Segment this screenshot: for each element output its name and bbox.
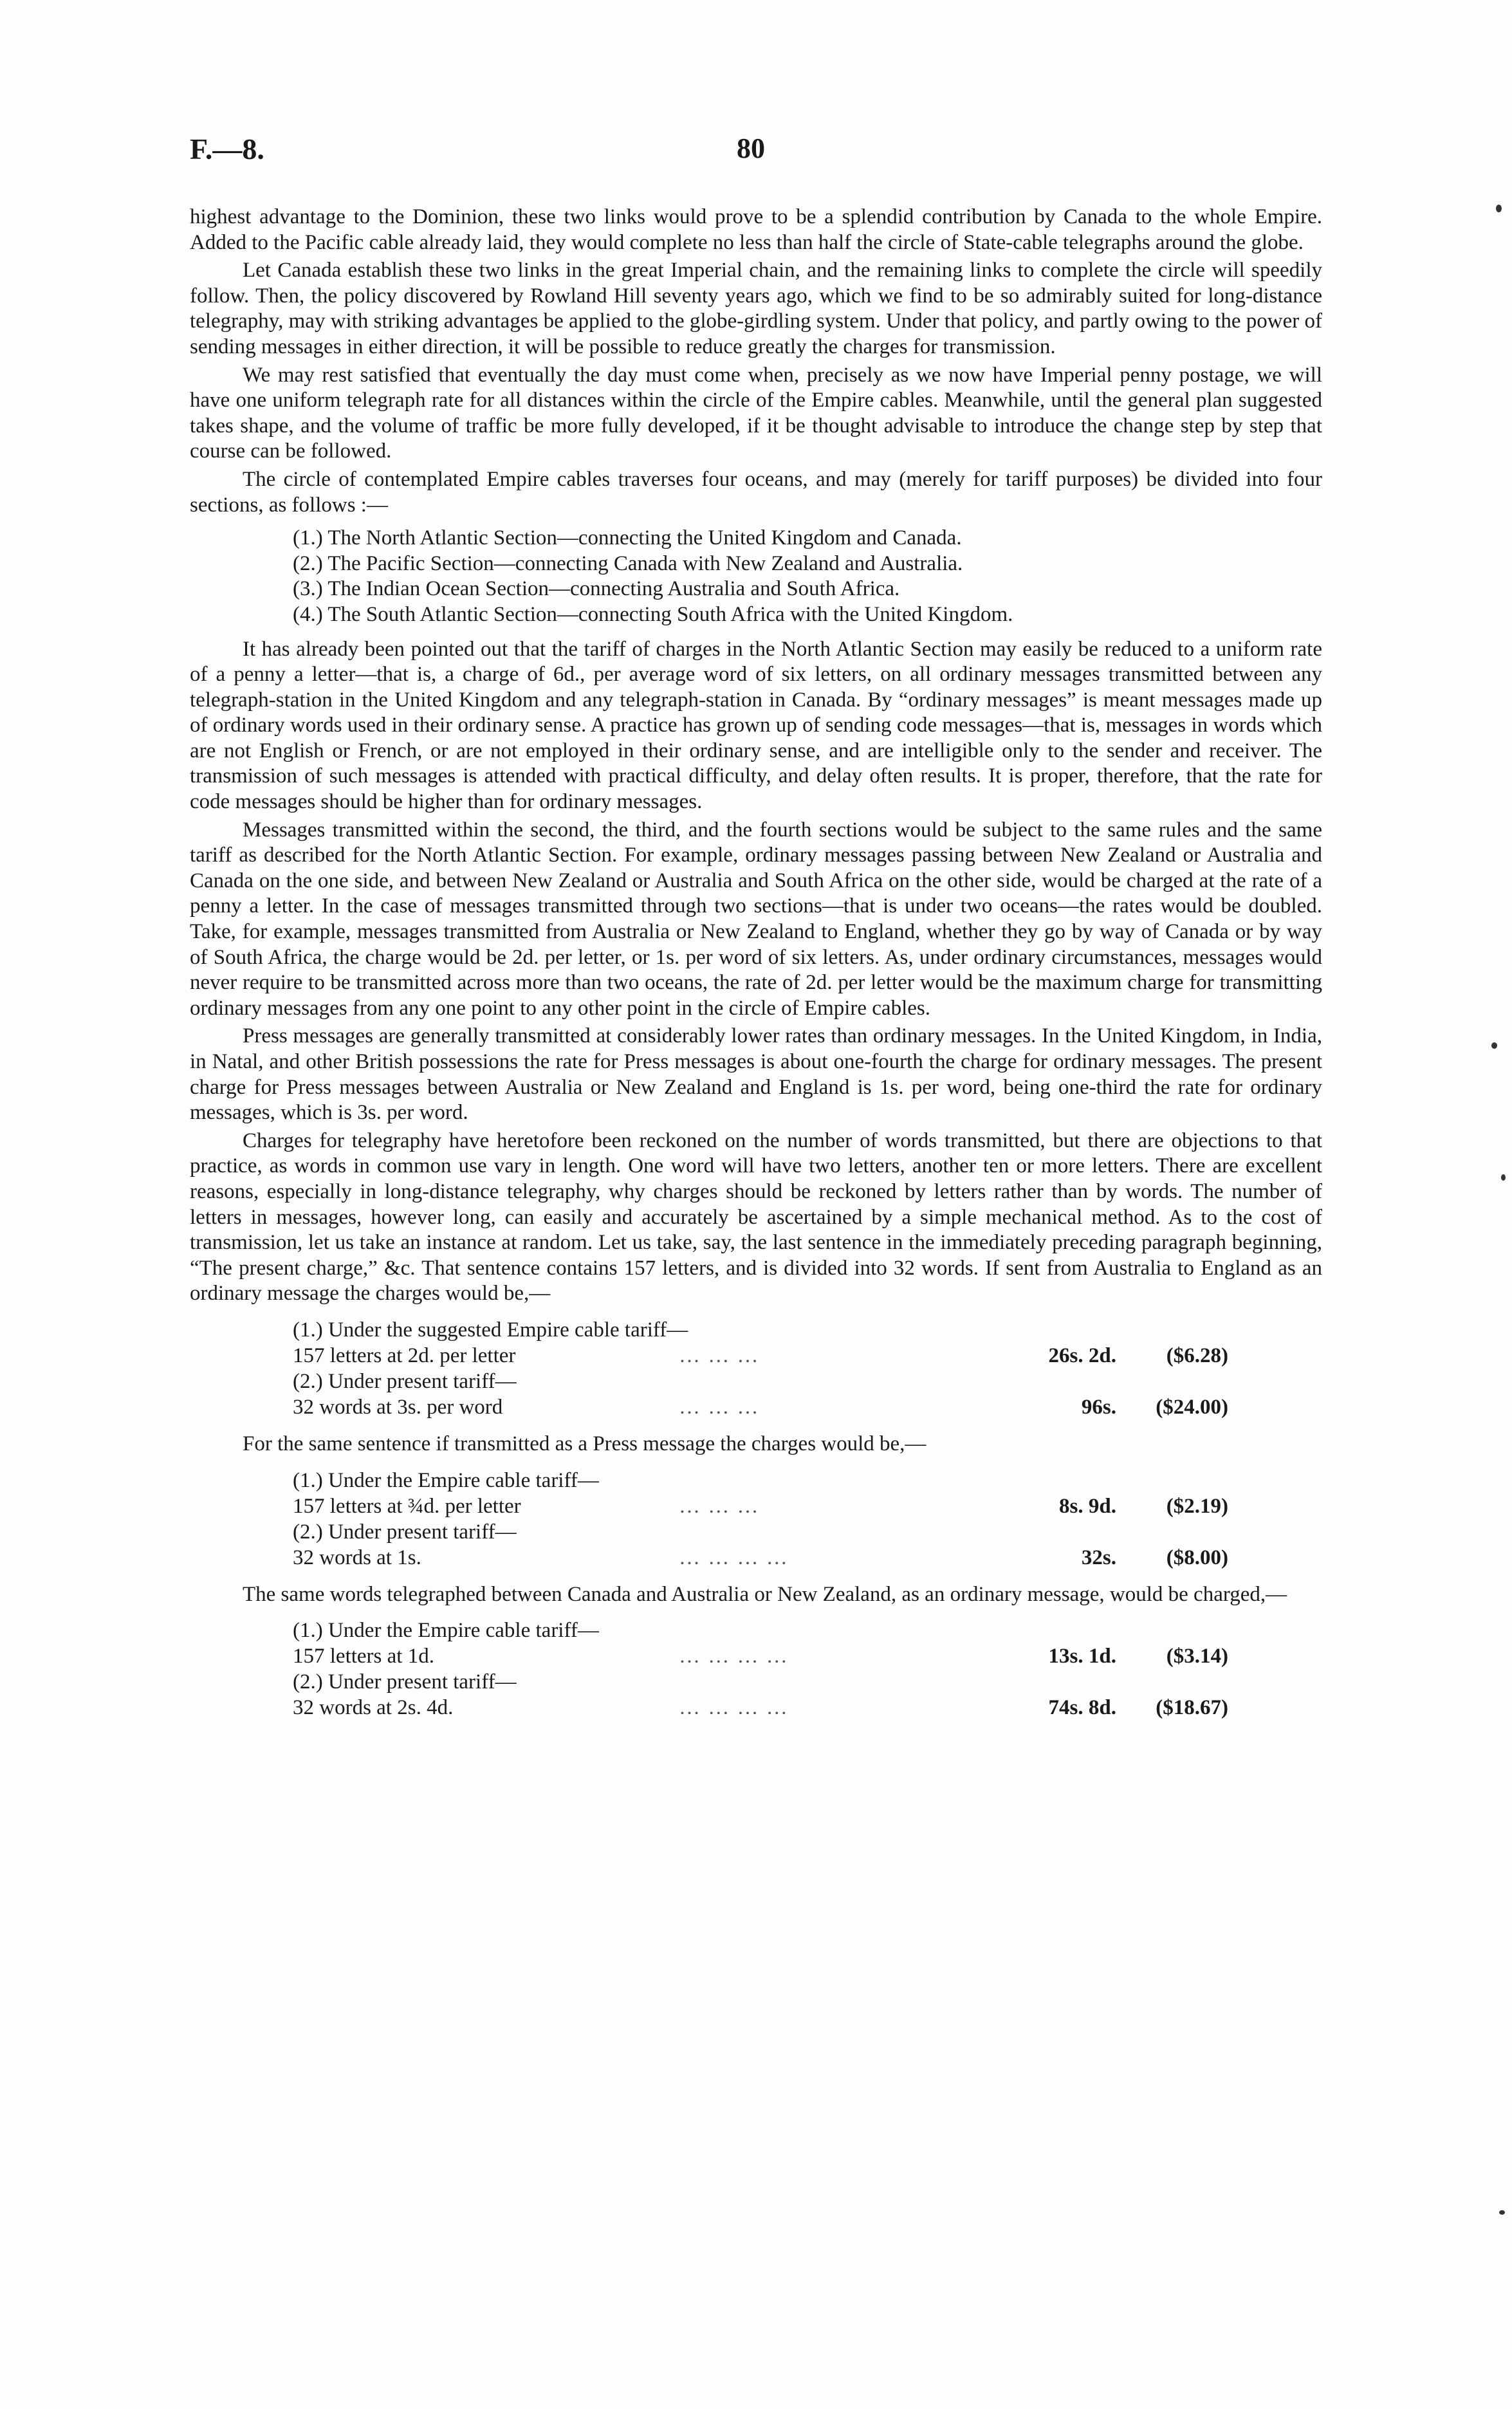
- charge-dollars: ($6.28): [1166, 1343, 1228, 1367]
- charge-amount: 8s. 9d.: [1059, 1494, 1116, 1518]
- document-reference: F.—8.: [190, 133, 264, 165]
- page-header: [190, 132, 1322, 177]
- tariff-detail: 157 letters at 1d.: [293, 1645, 434, 1668]
- section-list: [190, 526, 1322, 627]
- paragraph: For the same sentence if transmitted as a Press message the charges would be,—: [243, 1432, 927, 1455]
- tariff-label: (1.) Under the suggested Empire cable tariff—: [293, 1318, 688, 1342]
- leader-dots: … … … …: [679, 1696, 789, 1720]
- charge-amount: 26s. 2d.: [1048, 1343, 1116, 1367]
- ordinary-charges-table: [293, 1317, 1228, 1420]
- scan-speck: [1496, 205, 1502, 212]
- leader-dots: … … …: [679, 1395, 760, 1419]
- table-row: [293, 1343, 1228, 1369]
- leader-dots: … … … …: [679, 1645, 789, 1668]
- tariff-label: (2.) Under present tariff—: [293, 1670, 517, 1694]
- table-row: [293, 1643, 1228, 1669]
- table-row: [293, 1317, 1228, 1343]
- charge-amount: 96s.: [1081, 1395, 1116, 1419]
- table-row: [293, 1519, 1228, 1545]
- tariff-detail: 32 words at 2s. 4d.: [293, 1696, 454, 1720]
- charge-amount: 13s. 1d.: [1048, 1645, 1116, 1668]
- table-row: [293, 1468, 1228, 1493]
- paragraph: highest advantage to the Dominion, these two links would prove to be a splendid contribution by Canada to the whole Empire. Added to the Pacific cable already laid, they would complete no less than half the circle of State-cable telegraphs around the globe.: [190, 205, 1322, 254]
- press-charges-table: [293, 1468, 1228, 1571]
- tariff-detail: 157 letters at ¾d. per letter: [293, 1494, 521, 1518]
- tariff-detail: 32 words at 3s. per word: [293, 1395, 503, 1419]
- paragraph: Charges for telegraphy have heretofore been reckoned on the number of words transmitted, but there are objections to that practice, as words in common use vary in length. One word will have two letters, another ten or more letters. There are excellent reasons, especially in long-distance telegraphy, why charges should be reckoned by letters rather than by words. The number of letters in messages, however long, can easily and accurately be ascertained by a simple mechanical method. As to the cost of transmission, let us take an instance at random. Let us take, say, the last sentence in the immediately preceding paragraph beginning, “The present charge,” &c. That sentence contains 157 letters, and is divided into 32 words. If sent from Australia to England as an ordinary message the charges would be,—: [190, 1129, 1322, 1306]
- tariff-detail: 157 letters at 2d. per letter: [293, 1343, 516, 1367]
- tariff-label: (2.) Under present tariff—: [293, 1520, 517, 1544]
- charge-dollars: ($3.14): [1166, 1645, 1228, 1668]
- section-list-item: (1.) The North Atlantic Section—connecting the United Kingdom and Canada.: [293, 526, 962, 550]
- charge-amount: 74s. 8d.: [1048, 1696, 1116, 1720]
- leader-dots: … … …: [679, 1343, 760, 1367]
- charge-dollars: ($24.00): [1156, 1395, 1228, 1419]
- table-row: [293, 1669, 1228, 1695]
- tariff-label: (2.) Under present tariff—: [293, 1369, 517, 1393]
- charge-amount: 32s.: [1081, 1546, 1116, 1569]
- paragraph: It has already been pointed out that the tariff of charges in the North Atlantic Section may easily be reduced to a uniform rate of a penny a letter—that is, a charge of 6d., per average word of six letters, on all ordinary messages transmitted between any telegraph-station in the United Kingdom and any telegraph-station in Canada. By “ordinary messages” is meant messages made up of ordinary words used in their ordinary sense. A practice has grown up of sending code messages—that is, messages in words which are not English or French, or are not employed in their ordinary sense, and are intelligible only to the sender and receiver. The transmission of such messages is attended with practical difficulty, and delay often results. It is proper, therefore, that the rate for code messages should be higher than for ordinary messages.: [190, 637, 1322, 814]
- leader-dots: … … … …: [679, 1546, 789, 1569]
- section-list-item: (3.) The Indian Ocean Section—connecting Australia and South Africa.: [293, 577, 900, 601]
- canada-australia-charges-table: [293, 1618, 1228, 1721]
- paragraph: Press messages are generally transmitted at considerably lower rates than ordinary messages. In the United Kingdom, in India, in Natal, and other British possessions the rate for Press messages is about one-fourth the charge for ordinary messages. The present charge for Press messages between Australia or New Zealand and England is 1s. per word, being one-third the rate for ordinary messages, which is 3s. per word.: [190, 1024, 1322, 1125]
- paragraph: We may rest satisfied that eventually the day must come when, precisely as we now have Imperial penny postage, we will have one uniform telegraph rate for all distances within the circle of the Empire cables. Meanwhile, until the general plan suggested takes shape, and the volume of traffic be more fully developed, if it be thought advisable to introduce the change step by step that course can be followed.: [190, 363, 1322, 463]
- charge-dollars: ($8.00): [1166, 1546, 1228, 1569]
- tariff-detail: 32 words at 1s.: [293, 1546, 421, 1569]
- scan-speck: [1501, 1174, 1506, 1181]
- paragraph: Let Canada establish these two links in the great Imperial chain, and the remaining links to complete the circle will speedily follow. Then, the policy discovered by Rowland Hill seventy years ago, which we find to be so admirably suited for long-distance telegraphy, may with striking advantages be applied to the globe-girdling system. Under that policy, and partly owing to the power of sending messages in either direction, it will be possible to reduce greatly the charges for transmission.: [190, 259, 1322, 358]
- table-row: [293, 1394, 1228, 1420]
- paragraph: The circle of contemplated Empire cables traverses four oceans, and may (merely for tariff purposes) be divided into four sections, as follows :—: [190, 467, 1322, 517]
- leader-dots: … … …: [679, 1494, 760, 1518]
- charge-dollars: ($2.19): [1166, 1494, 1228, 1518]
- section-list-item: (2.) The Pacific Section—connecting Canada with New Zealand and Australia.: [293, 551, 963, 575]
- paragraph: Messages transmitted within the second, the third, and the fourth sections would be subject to the same rules and the same tariff as described for the North Atlantic Section. For example, ordinary messages passing between New Zealand or Australia and Canada on the one side, and between New Zealand or Australia and South Africa on the other side, would be charged at the rate of a penny a letter. In the case of messages transmitted through two sections—that is under two oceans—the rates would be doubled. Take, for example, messages transmitted from Australia or New Zealand to England, whether they go by way of Canada or by way of South Africa, the charge would be 2d. per letter, or 1s. per word of six letters. As, under ordinary circumstances, messages would never require to be transmitted across more than two oceans, the rate of 2d. per letter would be the maximum charge for transmitting ordinary messages from any one point to any other point in the circle of Empire cables.: [190, 818, 1322, 1020]
- charge-dollars: ($18.67): [1156, 1696, 1228, 1720]
- table-row: [293, 1369, 1228, 1394]
- table-row: [293, 1493, 1228, 1519]
- scan-speck: [1499, 2210, 1505, 2215]
- page-number: 80: [737, 133, 765, 164]
- table-row: [293, 1618, 1228, 1643]
- table-row: [293, 1545, 1228, 1571]
- tariff-label: (1.) Under the Empire cable tariff—: [293, 1619, 599, 1643]
- tariff-label: (1.) Under the Empire cable tariff—: [293, 1468, 599, 1492]
- section-list-item: (4.) The South Atlantic Section—connecting South Africa with the United Kingdom.: [293, 602, 1013, 626]
- table-row: [293, 1695, 1228, 1721]
- paragraph: The same words telegraphed between Canada and Australia or New Zealand, as an ordinary message, would be charged,—: [243, 1582, 1287, 1606]
- scan-speck: [1491, 1042, 1497, 1049]
- page-body: [190, 205, 1322, 1732]
